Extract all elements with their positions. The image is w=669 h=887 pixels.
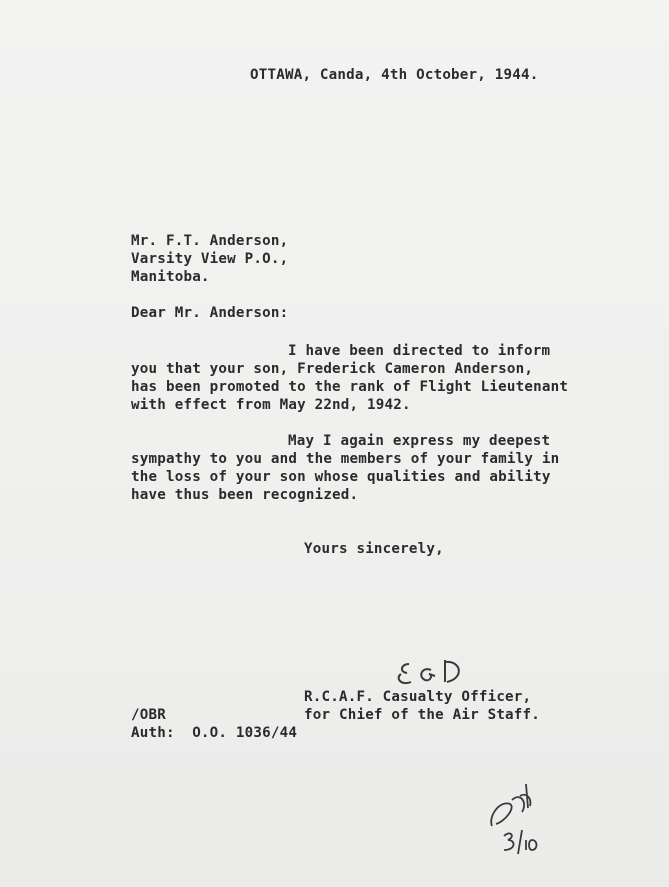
paragraph2-line1: May I again express my deepest [288, 433, 551, 449]
signature-title-line2: for Chief of the Air Staff. [304, 707, 541, 723]
salutation: Dear Mr. Anderson: [131, 305, 289, 321]
paragraph2-line3: the loss of your son whose qualities and ability [131, 469, 551, 485]
recipient-province: Manitoba. [131, 269, 210, 285]
paragraph1-line2: you that your son, Frederick Cameron Anderson, [131, 361, 534, 377]
paragraph2-line4: have thus been recognized. [131, 487, 359, 503]
reference-code: /OBR [131, 707, 166, 723]
recipient-name: Mr. F.T. Anderson, [131, 233, 289, 249]
date-line: OTTAWA, Canda, 4th October, 1944. [250, 67, 539, 83]
recipient-address: Varsity View P.O., [131, 251, 289, 267]
handwritten-note [482, 778, 552, 858]
paragraph2-line2: sympathy to you and the members of your family in [131, 451, 560, 467]
closing: Yours sincerely, [304, 541, 444, 557]
signature-title-line1: R.C.A.F. Casualty Officer, [304, 689, 532, 705]
paragraph1-line4: with effect from May 22nd, 1942. [131, 397, 411, 413]
handwritten-initials-signature [395, 656, 475, 692]
paragraph1-line3: has been promoted to the rank of Flight Lieutenant [131, 379, 569, 395]
authorization-line: Auth: O.O. 1036/44 [131, 725, 298, 741]
paragraph1-line1: I have been directed to inform [288, 343, 551, 359]
